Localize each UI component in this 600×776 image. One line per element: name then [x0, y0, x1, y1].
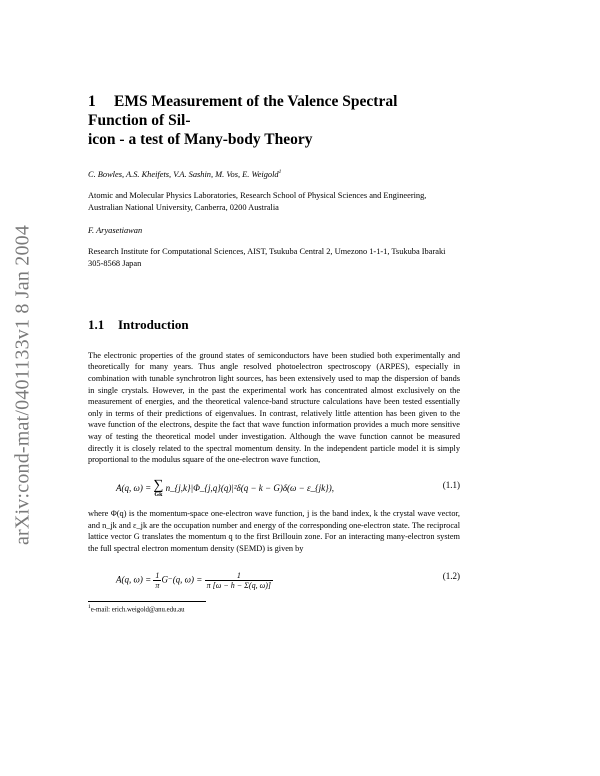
- eq2-frac2-den: π [ω − h − Σ(q, ω)]: [206, 580, 272, 590]
- footnote: [88, 604, 460, 613]
- arxiv-stamp: [4, 145, 42, 625]
- paper-title: [88, 92, 460, 149]
- eq1-sum: ∑: [153, 478, 164, 494]
- footnote-mark: 1: [88, 603, 91, 610]
- equation-1-2-tag: (1.2): [442, 570, 460, 581]
- eq2-fraction-2: [205, 571, 273, 590]
- footnote-rule: [88, 601, 206, 602]
- equation-1-2-body: [116, 571, 273, 590]
- authors-group-2: F. Aryasetiawan: [88, 225, 143, 235]
- section-heading: [88, 317, 460, 333]
- authors-group-1: [88, 169, 460, 179]
- affiliation-1: Atomic and Molecular Physics Laboratories, Research School of Physical Sciences and Engineering, Australian National University, Canberra, 0200 Australia: [88, 190, 427, 213]
- equation-1-1-tag: (1.1): [442, 480, 460, 491]
- title-number: 1: [88, 93, 96, 110]
- section-title: Introduction: [118, 316, 189, 332]
- eq2-mid: G⁻(q, ω) =: [161, 574, 205, 585]
- arxiv-stamp-text: arXiv:cond-mat/0401133v1 8 Jan 2004: [11, 224, 34, 546]
- intro-paragraph-1: The electronic properties of the ground states of semiconductors have been studied both experimentally and theoretically for many years. Thus angle resolved photoelectron spectroscopy (ARPES), especially in combination with tunable synchrotron light sources, has been extensively used to map the dispersion of bands in single crystals. However, in the past the experimental work has concentrated almost exclusively on the measurement of energies, and the theoretical valence-band structure calculations have been tested essentially only in terms of their predictions of eigenvalues. In contrast, relatively little attention has been given to the wave function of the electrons, despite the fact that wave function information provides a much more sensitive way of testing the theoretical model under investigation. Although the wave function cannot be measured directly it is closely related to the spectral momentum density. In the independent particle model it is simply proportional to the modulus square of the one-electron wave function,: [88, 350, 460, 465]
- eq2-frac2-num: 1: [205, 571, 273, 581]
- eq2-lhs: A(q, ω) =: [116, 574, 154, 585]
- eq1-sum-sub: Gk: [154, 492, 163, 499]
- equation-1-1: [88, 474, 460, 502]
- equation-1-1-body: [116, 480, 334, 498]
- authors-1-text: C. Bowles, A.S. Kheifets, V.A. Sashin, M. Vos, E. Weigold: [88, 169, 279, 179]
- title-line-1: EMS Measurement of the Valence Spectral Function of Sil-: [88, 93, 398, 129]
- affiliation-2: Research Institute for Computational Sciences, AIST, Tsukuba Central 2, Umezono 1-1-1, Tsukuba Ibaraki 305-8568 Japan: [88, 246, 446, 269]
- author-footnote-mark: 1: [278, 169, 282, 175]
- page-content: [88, 92, 460, 613]
- section-number: 1.1: [88, 316, 105, 332]
- eq2-frac1-den: π: [155, 580, 160, 590]
- eq1-rhs: n_{j,k}|Φ_{j,q}(q)|²δ(q − k − G)δ(ω − ε_{jk}),: [165, 483, 334, 494]
- title-line-2: icon - a test of Many-body Theory: [88, 131, 313, 148]
- eq2-frac1-num: 1: [153, 571, 161, 581]
- equation-1-2: [88, 563, 460, 593]
- intro-paragraph-2: where Φ(q) is the momentum-space one-electron wave function, j is the band index, k the crystal wave vector, and n_jk and ε_jk are the occupation number and energy of the corresponding one-electron state. The reciprocal lattice vector G translates the momentum q to the first Brillouin zone. For an interacting many-electron system the full spectral electron momentum density (SEMD) is given by: [88, 509, 460, 553]
- eq1-lhs: A(q, ω) =: [116, 483, 154, 494]
- footnote-text: e-mail: erich.weigold@anu.edu.au: [90, 605, 185, 613]
